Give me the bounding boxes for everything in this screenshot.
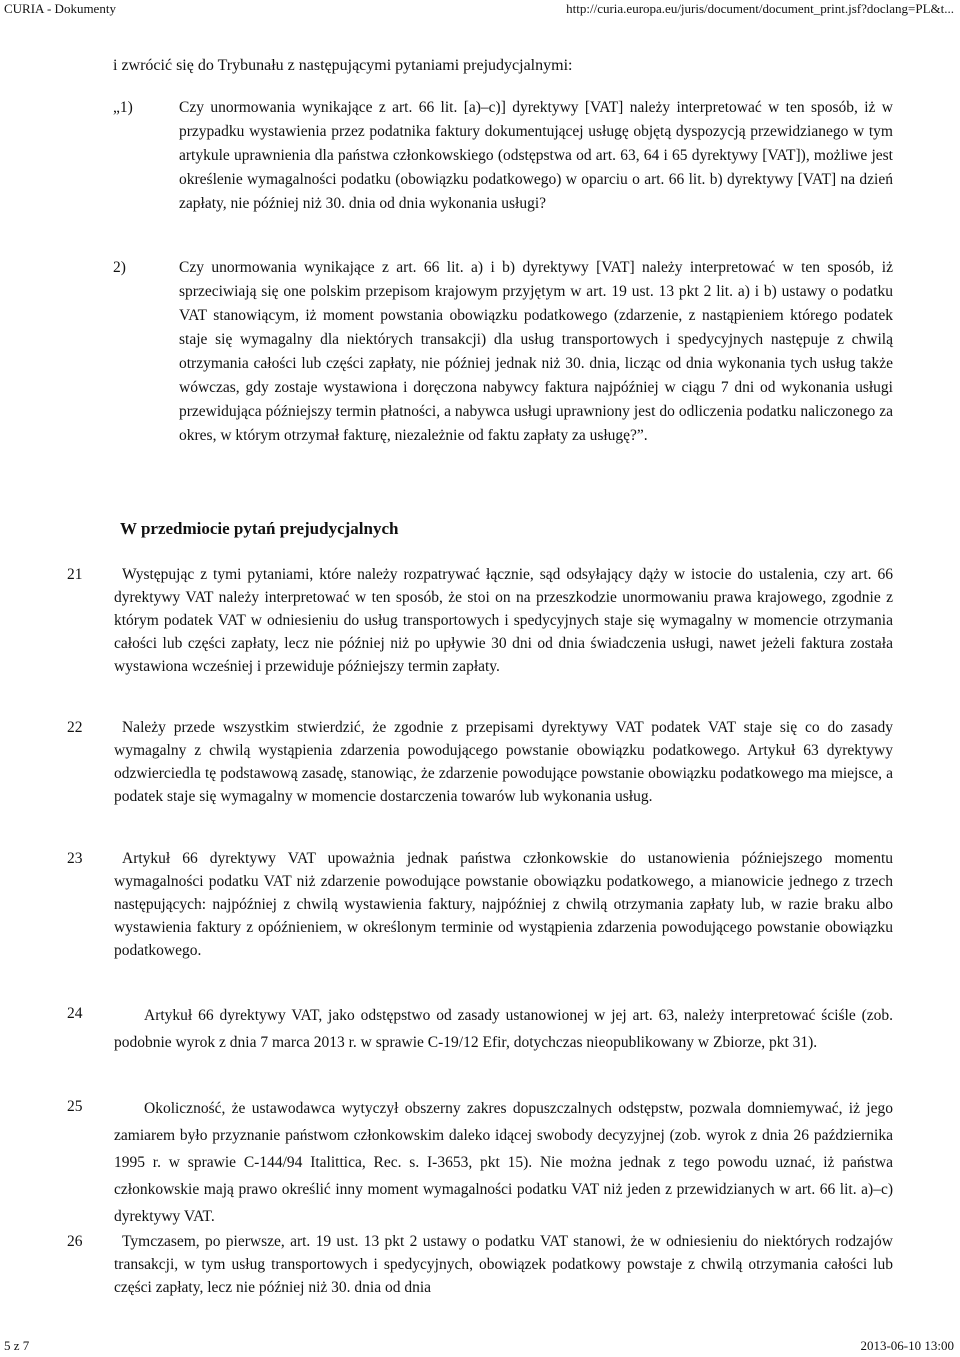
page-counter: 5 z 7 <box>4 1338 30 1353</box>
paragraph-text: Należy przede wszystkim stwierdzić, że zgodnie z przepisami dyrektywy VAT podatek VAT staje się co do zasady wymagalny z chwilą wystąpienia zdarzenia powodującego powstanie obowiązku podatkowego. Artykuł 63 dyrektywy odzwierciedla tę podstawową zasadę, stanowiąc, że zdarzenie powodujące powstanie obowiązku podatkowego ma miejsce, a podatek staje się wymagalny w momencie dostarczenia towarów lub wykonania usług. <box>114 719 893 805</box>
print-datetime: 2013-06-10 13:00 <box>860 1338 954 1353</box>
paragraph-26 <box>0 1230 893 1299</box>
paragraph-23 <box>0 847 893 962</box>
paragraph-text: Okoliczność, że ustawodawca wytyczył obszerny zakres dopuszczalnych odstępstw, pozwala domniemywać, iż jego zamiarem było przyznanie państwom członkowskim daleko idącej swobody decyzyjnej (zob. wyrok z dnia 26 października 1995 r. w sprawie C-144/94 Italittica, Rec. s. I-3653, pkt 15). Nie można jednak z tego powodu uznać, iż państwa członkowskie mają prawo określić inny moment wymagalności podatku VAT niż jeden z przewidzianych w art. 66 lit. a)–c) dyrektywy VAT. <box>114 1100 893 1225</box>
paragraph-22 <box>0 716 893 808</box>
paragraph-number: 24 <box>67 1005 83 1022</box>
question-2 <box>113 256 893 448</box>
paragraph-number: 21 <box>67 566 83 583</box>
paragraph-number: 23 <box>67 850 83 867</box>
paragraph-21 <box>0 563 893 678</box>
print-footer <box>0 1338 960 1356</box>
print-header <box>0 0 960 18</box>
paragraph-number: 22 <box>67 719 83 736</box>
paragraph-text: Artykuł 66 dyrektywy VAT upoważnia jednak państwa członkowskie do ustanowienia późniejszego momentu wymagalności podatku VAT niż zdarzenie powodujące powstanie obowiązku podatkowego, a mianowicie jednego z trzech następujących: najpóźniej z chwilą wystawienia faktury, najpóźniej z chwilą otrzymania zapłaty lub, w razie braku albo wystawienia faktury z opóźnieniem, w określonym terminie od wystąpienia zdarzenia powodującego powstanie obowiązku podatkowego. <box>114 850 893 959</box>
intro-text: i zwrócić się do Trybunału z następującymi pytaniami prejudycjalnymi: <box>113 57 573 74</box>
paragraph-text: Występując z tymi pytaniami, które należy rozpatrywać łącznie, sąd odsyłający dąży w istocie do ustalenia, czy art. 66 dyrektywy VAT należy interpretować w ten sposób, że stoi on na przeszkodzie unormowaniu prawa krajowego, zgodnie z którym podatek VAT w odniesieniu do usług transportowych i spedycyjnych staje się wymagalny w momencie otrzymania całości lub części zapłaty, lecz nie później niż po upływie 30 dni od dnia świadczenia usługi, nawet jeżeli faktura została wystawiona wcześniej i przewiduje późniejszy termin zapłaty. <box>114 566 893 675</box>
paragraph-text: Artykuł 66 dyrektywy VAT, jako odstępstwo od zasady ustanowionej w jej art. 63, należy interpretować ściśle (zob. podobnie wyrok z dnia 7 marca 2013 r. w sprawie C-19/12 Efir, dotychczas nieopublikowany w Zbiorze, pkt 31). <box>114 1007 893 1051</box>
paragraph-25 <box>0 1095 893 1230</box>
paragraph-text: Tymczasem, po pierwsze, art. 19 ust. 13 pkt 2 ustawy o podatku VAT stanowi, że w odniesieniu do niektórych rodzajów transakcji, w tym usług transportowych i spedycyjnych, obowiązek podatkowy powstaje z chwilą otrzymania całości lub części zapłaty, lecz nie później niż 30. dnia od dnia <box>114 1233 893 1296</box>
question-1 <box>113 96 893 216</box>
paragraph-number: 26 <box>67 1233 83 1250</box>
section-title: W przedmiocie pytań prejudycjalnych <box>120 519 399 538</box>
paragraph-number: 25 <box>67 1098 83 1115</box>
question-number: 2) <box>113 259 126 276</box>
question-text: Czy unormowania wynikające z art. 66 lit. [a)–c)] dyrektywy [VAT] należy interpretować w ten sposób, iż w przypadku wystawienia przez podatnika faktury dokumentującej usługę objętą dyspozycją przewidzianego w tym artykule uprawnienia dla państwa członkowskiego (odstępstwa od art. 63, 64 i 65 dyrektywy [VAT]), możliwe jest określenie wymagalności podatku (obowiązku podatkowego) w oparciu o art. 66 lit. b) dyrektywy [VAT] na dzień zapłaty, nie później niż 30. dnia od dnia wykonania usługi? <box>179 99 893 212</box>
header-title: CURIA - Dokumenty <box>4 1 116 16</box>
question-text: Czy unormowania wynikające z art. 66 lit. a) i b) dyrektywy [VAT] należy interpretować w ten sposób, iż sprzeciwiają się one polskim przepisom krajowym przyjętym w art. 19 ust. 13 pkt 2 lit. a) i b) ustawy o podatku VAT stanowiącym, iż moment powstania obowiązku podatkowego (zdarzenie, z nastąpieniem którego podatek staje się wymagalny dla niektórych transakcji) dla usług transportowych i spedycyjnych następuje z chwilą otrzymania całości lub części zapłaty, nie później jednak niż 30. dnia, licząc od dnia wykonania tych usług także wówczas, gdy zostaje wystawiona i doręczona nabywcy faktura najpóźniej w ciągu 7 dni od wykonania usługi przewidująca późniejszy termin płatności, a nabywca usługi uprawniony jest do odliczenia podatku naliczonego za okres, w którym otrzymał fakturę, niezależnie od faktu zapłaty za usługę?”. <box>179 259 893 444</box>
question-number: „1) <box>113 99 133 116</box>
header-url: http://curia.europa.eu/juris/document/document_print.jsf?doclang=PL&t... <box>566 1 954 16</box>
paragraph-24 <box>0 1002 893 1056</box>
